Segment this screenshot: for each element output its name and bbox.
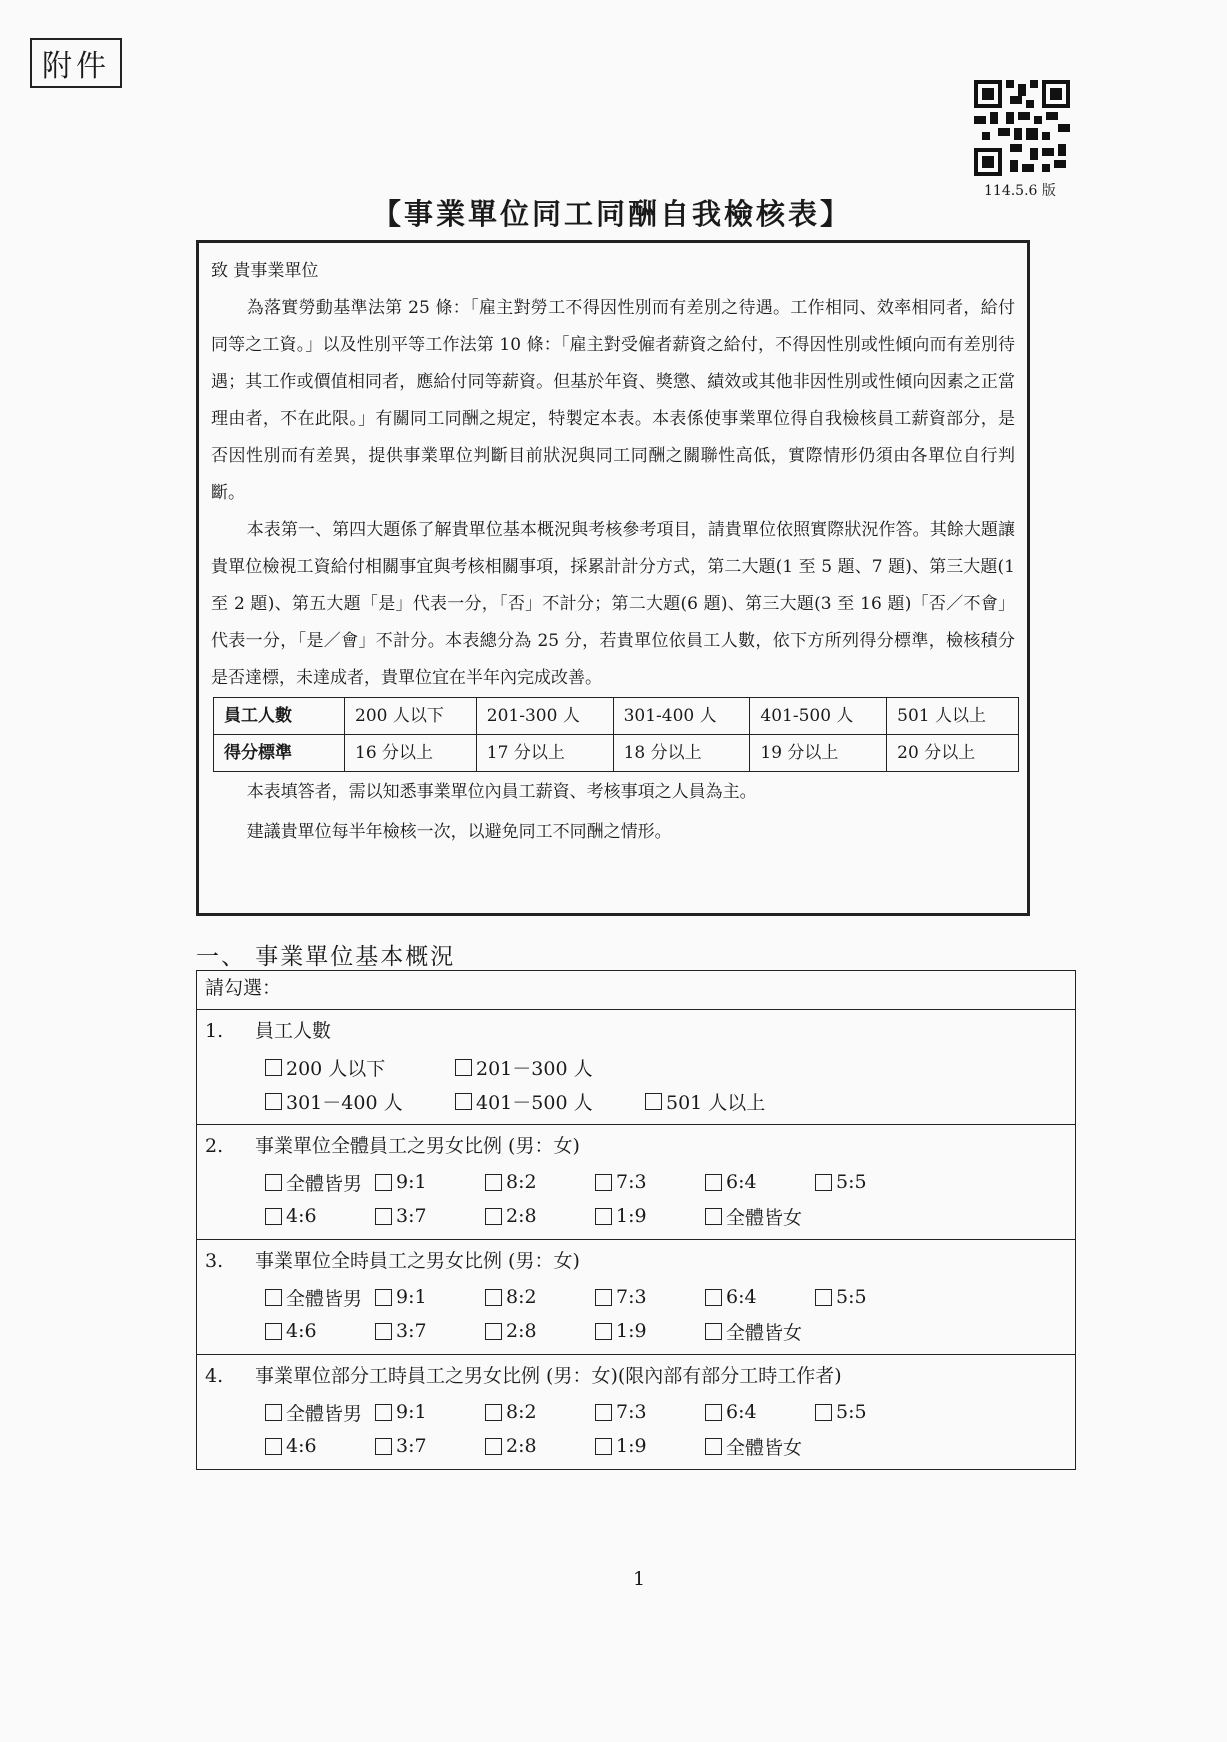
checkbox-option[interactable]: [815, 1171, 925, 1193]
checkbox-option[interactable]: [485, 1401, 595, 1423]
checkbox-icon[interactable]: [705, 1438, 722, 1455]
checkbox-icon[interactable]: [265, 1438, 282, 1455]
checkbox-option[interactable]: [595, 1435, 705, 1457]
checkbox-option[interactable]: [375, 1205, 485, 1227]
basic-info-table: [196, 970, 1076, 1470]
checkbox-icon[interactable]: [455, 1093, 472, 1110]
checkbox-option[interactable]: [815, 1401, 925, 1423]
checkbox-label: 3:7: [396, 1320, 427, 1342]
checkbox-option[interactable]: [705, 1433, 815, 1460]
employee-count-header: 員工人數: [214, 698, 345, 735]
checkbox-icon[interactable]: [375, 1174, 392, 1191]
checkbox-label: 全體皆女: [726, 1321, 803, 1344]
checkbox-icon[interactable]: [455, 1059, 472, 1076]
checkbox-icon[interactable]: [265, 1323, 282, 1340]
checkbox-label: 4:6: [286, 1205, 317, 1227]
checkbox-option[interactable]: [595, 1205, 705, 1227]
checkbox-option[interactable]: [595, 1171, 705, 1193]
table-cell: 17 分以上: [476, 735, 613, 772]
question-4: [197, 1355, 1076, 1470]
option-row: [265, 1084, 1067, 1118]
checkbox-icon[interactable]: [645, 1093, 662, 1110]
checkbox-label: 3:7: [396, 1205, 427, 1227]
salutation: 致 貴事業單位: [211, 261, 319, 281]
question-text: 事業單位全時員工之男女比例 (男：女): [255, 1250, 580, 1272]
checkbox-icon[interactable]: [265, 1404, 282, 1421]
checkbox-label: 8:2: [506, 1401, 537, 1423]
checkbox-option[interactable]: [265, 1054, 455, 1081]
checkbox-icon[interactable]: [265, 1208, 282, 1225]
checkbox-icon[interactable]: [595, 1404, 612, 1421]
checkbox-option[interactable]: [705, 1203, 815, 1230]
table-row: [197, 1010, 1076, 1125]
table-cell: 16 分以上: [345, 735, 477, 772]
checkbox-icon[interactable]: [485, 1289, 502, 1306]
checkbox-label: 1:9: [616, 1320, 647, 1342]
checkbox-icon[interactable]: [375, 1404, 392, 1421]
checkbox-label: 2:8: [506, 1435, 537, 1457]
checkbox-icon[interactable]: [705, 1289, 722, 1306]
checkbox-option[interactable]: [265, 1205, 375, 1227]
table-row: [197, 1125, 1076, 1240]
checkbox-label: 401－500 人: [476, 1091, 593, 1114]
checkbox-option[interactable]: [815, 1286, 925, 1308]
checkbox-label: 1:9: [616, 1435, 647, 1457]
checkbox-option[interactable]: [485, 1171, 595, 1193]
checkbox-label: 7:3: [616, 1286, 647, 1308]
table-cell: 201-300 人: [476, 698, 613, 735]
checkbox-label: 200 人以下: [286, 1057, 386, 1080]
table-row: [197, 1355, 1076, 1470]
document-title: 【事業單位同工同酬自我檢核表】: [372, 197, 853, 231]
checkbox-option[interactable]: [455, 1054, 645, 1081]
question-1: [197, 1010, 1076, 1125]
question-3: [197, 1240, 1076, 1355]
checkbox-option[interactable]: [705, 1171, 815, 1193]
score-standard-table: [213, 697, 1019, 772]
checkbox-icon[interactable]: [265, 1093, 282, 1110]
checkbox-icon[interactable]: [595, 1438, 612, 1455]
table-cell: 18 分以上: [613, 735, 750, 772]
checkbox-option[interactable]: [595, 1401, 705, 1423]
option-row: [265, 1050, 1067, 1084]
checkbox-icon[interactable]: [265, 1059, 282, 1076]
checkbox-label: 3:7: [396, 1435, 427, 1457]
checkbox-label: 4:6: [286, 1435, 317, 1457]
checkbox-label: 6:4: [726, 1401, 757, 1423]
table-row: [197, 971, 1076, 1010]
checkbox-option[interactable]: [265, 1088, 455, 1115]
option-row: [265, 1395, 1067, 1429]
checkbox-option[interactable]: [375, 1286, 485, 1308]
checkbox-icon[interactable]: [485, 1208, 502, 1225]
checkbox-option[interactable]: [265, 1169, 375, 1196]
attachment-tag: 附件: [30, 38, 122, 88]
checkbox-icon[interactable]: [815, 1174, 832, 1191]
checkbox-label: 9:1: [396, 1171, 427, 1193]
checkbox-option[interactable]: [485, 1205, 595, 1227]
checkbox-label: 7:3: [616, 1401, 647, 1423]
note-respondent: 本表填答者，需以知悉事業單位內員工薪資、考核事項之人員為主。: [246, 782, 757, 802]
checkbox-icon[interactable]: [705, 1208, 722, 1225]
table-cell: 301-400 人: [613, 698, 750, 735]
checkbox-option[interactable]: [595, 1320, 705, 1342]
table-row: [214, 698, 1019, 735]
checkbox-label: 全體皆女: [726, 1206, 803, 1229]
checkbox-label: 5:5: [836, 1401, 867, 1423]
checkbox-label: 7:3: [616, 1171, 647, 1193]
question-number: 3.: [205, 1250, 224, 1272]
notice-paragraph-1: 為落實勞動基準法第 25 條：「雇主對勞工不得因性別而有差別之待遇。工作相同、效率相同者，給付同等之工資。」以及性別平等工作法第 10 條：「雇主對受僱者薪資之給付，不得因性別或性傾向而有差別待遇；其工作或價值相同者，應給付同等薪資。但基於年資、獎懲、績效或其他非因性別或性傾向因素之正當理由者，不在此限。」有關同工同酬之規定，特製定本表。本表係使事業單位得自我檢核員工薪資部分，是否因性別而有差異，提供事業單位判斷目前狀況與同工同酬之關聯性高低，實際情形仍須由各單位自行判斷。: [211, 298, 1015, 503]
checkbox-icon[interactable]: [485, 1323, 502, 1340]
question-number: 4.: [205, 1365, 224, 1387]
checkbox-icon[interactable]: [265, 1174, 282, 1191]
option-row: [265, 1199, 1067, 1233]
qr-code-icon: [974, 80, 1070, 176]
checkbox-label: 全體皆女: [726, 1436, 803, 1459]
checkbox-icon[interactable]: [595, 1174, 612, 1191]
table-row: [197, 1240, 1076, 1355]
instruction-text: 請勾選：: [197, 971, 1076, 1010]
notice-paragraph-2: 本表第一、第四大題係了解貴單位基本概況與考核參考項目，請貴單位依照實際狀況作答。其餘大題讓貴單位檢視工資給付相關事宜與考核相關事項，採累計計分方式，第二大題(1 至 5 題、7 題)、第三大題(1 至 2 題)、第五大題「是」代表一分，「否」不計分；第二大題(6 題)、第三大題(3 至 16 題)「否／不會」代表一分，「是／會」不計分。本表總分為 25 分，若貴單位依員工人數，依下方所列得分標準，檢核積分是否達標，未達成者，貴單位宜在半年內完成改善。: [211, 520, 1015, 688]
checkbox-icon[interactable]: [375, 1438, 392, 1455]
checkbox-label: 全體皆男: [286, 1287, 363, 1310]
checkbox-icon[interactable]: [815, 1404, 832, 1421]
checkbox-label: 301－400 人: [286, 1091, 403, 1114]
checkbox-option[interactable]: [375, 1320, 485, 1342]
checkbox-label: 5:5: [836, 1171, 867, 1193]
checkbox-label: 1:9: [616, 1205, 647, 1227]
checkbox-label: 6:4: [726, 1171, 757, 1193]
checkbox-icon[interactable]: [375, 1208, 392, 1225]
checkbox-option[interactable]: [375, 1401, 485, 1423]
checkbox-icon[interactable]: [265, 1289, 282, 1306]
checkbox-icon[interactable]: [705, 1174, 722, 1191]
option-row: [265, 1429, 1067, 1463]
checkbox-option[interactable]: [265, 1399, 375, 1426]
question-2: [197, 1125, 1076, 1240]
score-standard-header: 得分標準: [214, 735, 345, 772]
table-cell: 401-500 人: [750, 698, 887, 735]
checkbox-label: 201－300 人: [476, 1057, 593, 1080]
checkbox-label: 2:8: [506, 1205, 537, 1227]
checkbox-option[interactable]: [485, 1320, 595, 1342]
notice-box: [196, 240, 1030, 916]
checkbox-option[interactable]: [265, 1435, 375, 1457]
option-row: [265, 1280, 1067, 1314]
checkbox-icon[interactable]: [375, 1289, 392, 1306]
checkbox-icon[interactable]: [485, 1404, 502, 1421]
table-cell: 19 分以上: [750, 735, 887, 772]
checkbox-icon[interactable]: [375, 1323, 392, 1340]
checkbox-icon[interactable]: [485, 1438, 502, 1455]
page-number: 1: [633, 1568, 646, 1590]
question-text: 事業單位全體員工之男女比例 (男：女): [255, 1135, 580, 1157]
checkbox-option[interactable]: [265, 1284, 375, 1311]
checkbox-option[interactable]: [485, 1286, 595, 1308]
checkbox-option[interactable]: [375, 1171, 485, 1193]
question-text: 事業單位部分工時員工之男女比例 (男：女)(限內部有部分工時工作者): [255, 1365, 842, 1387]
checkbox-option[interactable]: [375, 1435, 485, 1457]
checkbox-label: 8:2: [506, 1171, 537, 1193]
option-row: [265, 1314, 1067, 1348]
checkbox-icon[interactable]: [705, 1323, 722, 1340]
note-frequency: 建議貴單位每半年檢核一次，以避免同工不同酬之情形。: [246, 822, 672, 842]
checkbox-icon[interactable]: [595, 1289, 612, 1306]
checkbox-option[interactable]: [455, 1088, 645, 1115]
checkbox-label: 2:8: [506, 1320, 537, 1342]
section-heading: 一、 事業單位基本概況: [196, 944, 456, 970]
table-cell: 501 人以上: [887, 698, 1019, 735]
question-number: 1.: [205, 1020, 224, 1042]
checkbox-label: 6:4: [726, 1286, 757, 1308]
checkbox-label: 4:6: [286, 1320, 317, 1342]
checkbox-label: 5:5: [836, 1286, 867, 1308]
checkbox-label: 9:1: [396, 1401, 427, 1423]
checkbox-option[interactable]: [595, 1286, 705, 1308]
checkbox-icon[interactable]: [595, 1208, 612, 1225]
checkbox-icon[interactable]: [485, 1174, 502, 1191]
version-label: 114.5.6 版: [984, 183, 1056, 199]
checkbox-option[interactable]: [485, 1435, 595, 1457]
checkbox-label: 8:2: [506, 1286, 537, 1308]
table-row: [214, 735, 1019, 772]
question-number: 2.: [205, 1135, 224, 1157]
checkbox-option[interactable]: [645, 1088, 835, 1115]
table-cell: 20 分以上: [887, 735, 1019, 772]
checkbox-option[interactable]: [265, 1320, 375, 1342]
checkbox-label: 全體皆男: [286, 1402, 363, 1425]
checkbox-label: 501 人以上: [666, 1091, 766, 1114]
checkbox-option[interactable]: [705, 1401, 815, 1423]
checkbox-option[interactable]: [705, 1286, 815, 1308]
checkbox-icon[interactable]: [815, 1289, 832, 1306]
table-cell: 200 人以下: [345, 698, 477, 735]
checkbox-option[interactable]: [705, 1318, 815, 1345]
checkbox-icon[interactable]: [705, 1404, 722, 1421]
checkbox-icon[interactable]: [595, 1323, 612, 1340]
option-row: [265, 1165, 1067, 1199]
checkbox-label: 全體皆男: [286, 1172, 363, 1195]
question-text: 員工人數: [255, 1020, 332, 1042]
checkbox-label: 9:1: [396, 1286, 427, 1308]
